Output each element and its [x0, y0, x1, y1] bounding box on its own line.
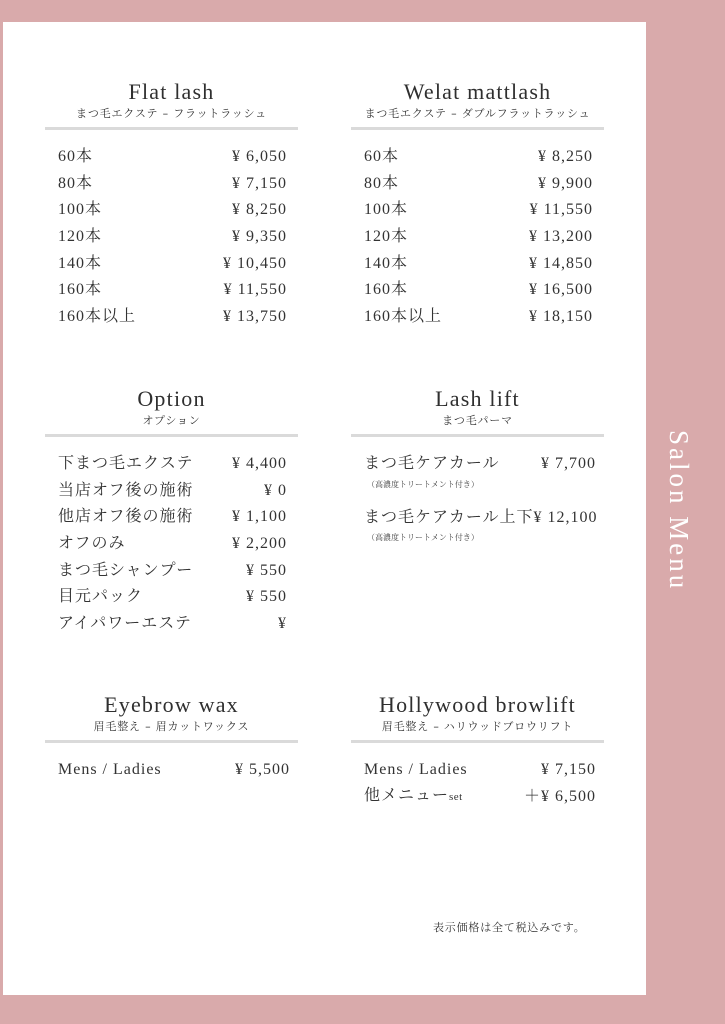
section-lash-lift	[351, 385, 604, 558]
section-divider	[45, 127, 298, 130]
item-price: ¥ 8,250	[232, 201, 287, 219]
item-price: ¥	[278, 614, 287, 632]
section-subtitle: オプション	[142, 414, 201, 427]
price-row	[45, 224, 298, 251]
item-label: 120本	[364, 227, 409, 245]
price-row	[45, 478, 298, 505]
item-price: ¥ 13,750	[223, 307, 287, 325]
item-price: ¥ 7,150	[541, 761, 596, 778]
item-price: ¥ 11,550	[223, 281, 287, 299]
item-label: 160本以上	[58, 307, 137, 325]
item-price: ¥ 8,250	[538, 148, 593, 165]
section-divider	[351, 740, 604, 743]
item-price: ¥ 18,150	[529, 307, 593, 325]
item-price: ＋¥ 6,500	[523, 787, 596, 805]
side-title: Salon Menu	[664, 430, 694, 592]
section-title: Hollywood browlift	[379, 692, 576, 717]
price-row	[351, 757, 604, 784]
section-eyebrow-wax	[45, 691, 298, 784]
price-row	[351, 197, 604, 224]
item-label: 160本以上	[364, 307, 443, 325]
section-option	[45, 385, 298, 638]
section-flat-lash	[45, 78, 298, 331]
price-row	[45, 584, 298, 611]
item-label: Mens / Ladies	[58, 761, 162, 778]
price-row	[351, 304, 604, 331]
item-label: 100本	[364, 201, 409, 219]
item-price: ¥ 11,550	[529, 201, 593, 219]
price-list	[45, 757, 298, 784]
item-label: 160本	[58, 281, 103, 299]
item-label: 80本	[364, 174, 400, 192]
item-label: 目元パック	[58, 588, 144, 606]
price-row	[45, 171, 298, 198]
price-row	[45, 197, 298, 224]
item-label: 他メニュー	[364, 787, 450, 805]
item-label: まつ毛シャンプー	[58, 561, 194, 579]
item-price: ¥ 12,100	[533, 508, 598, 526]
price-row	[45, 558, 298, 585]
price-row	[45, 611, 298, 638]
price-list	[351, 757, 604, 810]
item-price: ¥ 550	[246, 588, 287, 606]
item-label: 100本	[58, 201, 103, 219]
item-price: ¥ 2,200	[232, 534, 287, 552]
price-row	[45, 277, 298, 304]
item-label: オフのみ	[58, 534, 126, 552]
item-price: ¥ 10,450	[223, 254, 287, 272]
item-label: 他店オフ後の施術	[58, 508, 194, 526]
section-subtitle: まつ毛パーマ	[442, 414, 513, 427]
price-row	[45, 251, 298, 278]
item-price: ¥ 4,400	[232, 455, 287, 472]
item-label-group	[364, 783, 463, 811]
section-title: Flat lash	[128, 79, 215, 104]
section-title: Lash lift	[435, 386, 520, 411]
item-price: ¥ 7,150	[232, 174, 287, 192]
section-title: Eyebrow wax	[104, 692, 239, 717]
item-price: ¥ 0	[264, 481, 287, 499]
price-row	[351, 171, 604, 198]
item-label: 60本	[364, 148, 400, 165]
item-label: 120本	[58, 227, 103, 245]
price-list	[351, 451, 604, 545]
item-label-suffix: set	[449, 791, 463, 804]
section-subtitle: まつ毛エクステ – ダブルフラットラッシュ	[364, 107, 591, 120]
price-row	[351, 144, 604, 171]
section-hollywood-browlift	[351, 691, 604, 810]
price-row	[45, 304, 298, 331]
section-divider	[45, 434, 298, 437]
item-price: ¥ 14,850	[529, 254, 593, 272]
section-title: Option	[137, 386, 206, 411]
price-row	[351, 451, 604, 478]
item-label: 80本	[58, 174, 94, 192]
price-row	[45, 504, 298, 531]
item-price: ¥ 5,500	[235, 761, 290, 778]
item-label: アイパワーエステ	[58, 614, 192, 632]
price-row	[351, 784, 604, 811]
price-row	[351, 505, 604, 532]
section-welat-mattlash	[351, 78, 604, 331]
price-row	[351, 277, 604, 304]
item-price: ¥ 13,200	[529, 227, 593, 245]
item-label: まつ毛ケアカール上下	[364, 508, 534, 526]
item-price: ¥ 16,500	[529, 281, 593, 299]
section-subtitle: 眉毛整え – ハリウッドブロウリフト	[381, 720, 574, 733]
price-row	[351, 224, 604, 251]
item-price: ¥ 550	[246, 561, 287, 579]
price-row	[45, 531, 298, 558]
item-price: ¥ 7,700	[541, 455, 596, 472]
item-note: （高濃度トリートメント付き）	[367, 533, 479, 543]
price-list	[45, 451, 298, 638]
item-label: まつ毛ケアカール	[364, 455, 500, 472]
item-label: Mens / Ladies	[364, 761, 468, 778]
item-price: ¥ 9,350	[232, 227, 287, 245]
section-divider	[45, 740, 298, 743]
item-label: 当店オフ後の施術	[58, 481, 194, 499]
item-label: 140本	[58, 254, 103, 272]
section-title: Welat mattlash	[403, 79, 552, 104]
item-price: ¥ 9,900	[538, 174, 593, 192]
section-divider	[351, 434, 604, 437]
price-row	[45, 144, 298, 171]
price-row	[351, 251, 604, 278]
section-divider	[351, 127, 604, 130]
item-label: 160本	[364, 281, 409, 299]
item-price: ¥ 6,050	[232, 148, 287, 165]
section-subtitle: 眉毛整え – 眉カットワックス	[93, 720, 250, 733]
section-subtitle: まつ毛エクステ – フラットラッシュ	[76, 107, 267, 120]
item-label: 下まつ毛エクステ	[58, 455, 194, 472]
item-note: （高濃度トリートメント付き）	[367, 479, 479, 489]
price-row	[45, 451, 298, 478]
item-price: ¥ 1,100	[232, 508, 287, 526]
item-label: 60本	[58, 148, 94, 165]
item-label: 140本	[364, 254, 409, 272]
tax-note: 表示価格は全て税込みです。	[433, 921, 586, 934]
price-list	[45, 144, 298, 331]
price-list	[351, 144, 604, 331]
price-row	[45, 757, 298, 784]
